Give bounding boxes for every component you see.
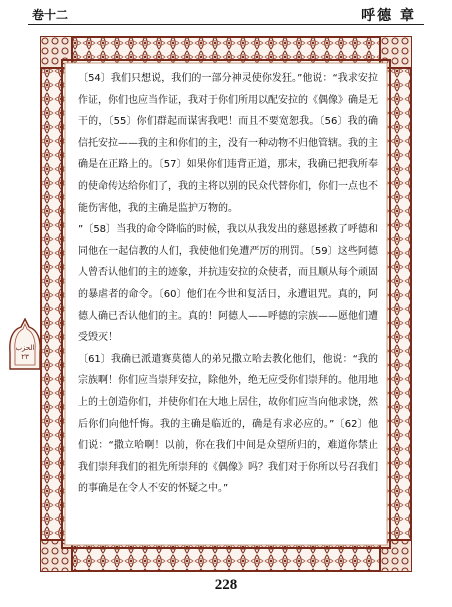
hizb-marker-text [8, 344, 42, 362]
hizb-number: ٢٣ [21, 353, 29, 361]
surah-title: 呼德 章 [361, 8, 416, 24]
header-rule [28, 24, 424, 25]
page-number: 228 [214, 577, 238, 593]
paragraph: ”〔58〕当我的命令降临的时候，我以从我发出的慈恩拯救了呼德和同他在一起信教的人们，我使他们免遭严厉的刑罚。〔59〕这些阿德人曾否认他们的主的迹象，并抗违安拉的众使者，而且顺从每个顽固的暴虐者的命令。〔60〕他们在今世和复活日，永遭诅咒。真的，阿德人确已否认他们的主。真的！阿德人——呼德的宗族——愿他们遭受毁灭！ [78, 224, 378, 344]
chapter-label: 卷十二 [32, 8, 69, 22]
paragraph: 〔54〕我们只想说，我们的一部分神灵使你发狂。”他说：“我求安拉作证，你们也应当作证，我对于你们所用以配安拉的《偶像》确是无干的，〔55〕你们群起而谋害我吧！而且不要宽恕我。〔56〕我的确信托安拉——我的主和你们的主，没有一种动物不归他管辖。我的主确是在正路上的。〔57〕如果你们违背正道，那末，我确已把我所奉的使命传达给你们了，我的主将以别的民众代替你们，你们一点也不能伤害他，我的主确是监护万物的。 [78, 73, 378, 214]
paragraph: 〔61〕我确已派遣赛莫德人的弟兄撒立哈去教化他们，他说：“我的宗族啊！你们应当崇拜安拉，除他外，绝无应受你们崇拜的。他用地上的土创造你们，并使你们在大地上居住，故你们应当向他求饶，然后你们向他忏悔。我的主确是临近的，确是有求必应的。”〔62〕他们说：“撒立哈啊！以前，你在我们中间是众望所归的，难道你禁止我们崇拜我们的祖先所崇拜的《偶像》吗？我们对于你所以号召我们的事确是在令人不安的怀疑之中。” [78, 353, 378, 495]
hizb-label: الحزب [15, 344, 35, 352]
translation-body [78, 68, 378, 500]
